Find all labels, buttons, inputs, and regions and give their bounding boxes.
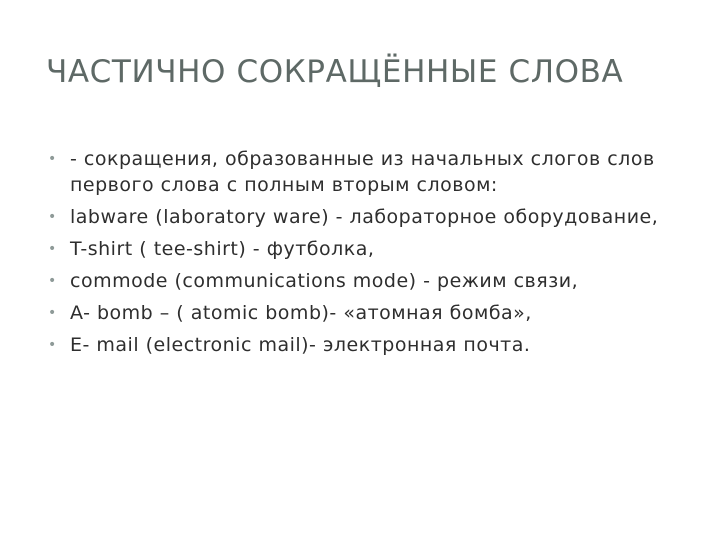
bullet-item-abomb — [46, 300, 676, 326]
bullet-text: commode (communications mode) - режим связи, — [70, 270, 579, 292]
bullet-dot-icon: • — [48, 273, 57, 289]
bullet-dot-icon: • — [48, 241, 57, 257]
bullet-text: E- mail (electronic mail)- электронная почта. — [70, 334, 531, 356]
bullet-text: T-shirt ( tee-shirt) - футболка, — [70, 238, 375, 260]
bullet-dot-icon: • — [48, 151, 57, 167]
bullet-item-tshirt — [46, 236, 676, 262]
bullet-item-email — [46, 332, 676, 358]
bullet-text: A- bomb – ( atomic bomb)- «атомная бомба», — [70, 302, 532, 324]
bullet-dot-icon: • — [48, 337, 57, 353]
bullet-list — [46, 146, 676, 364]
bullet-item-definition — [46, 146, 676, 198]
bullet-dot-icon: • — [48, 305, 57, 321]
bullet-item-commode — [46, 268, 676, 294]
slide-title: ЧАСТИЧНО СОКРАЩЁННЫЕ СЛОВА — [46, 54, 624, 90]
bullet-text: - сокращения, образованные из начальных слогов слов первого слова с полным вторым словом: — [70, 148, 655, 196]
bullet-text: labware (laboratory ware) - лабораторное оборудование, — [70, 206, 659, 228]
bullet-dot-icon: • — [48, 209, 57, 225]
bullet-item-labware — [46, 204, 676, 230]
